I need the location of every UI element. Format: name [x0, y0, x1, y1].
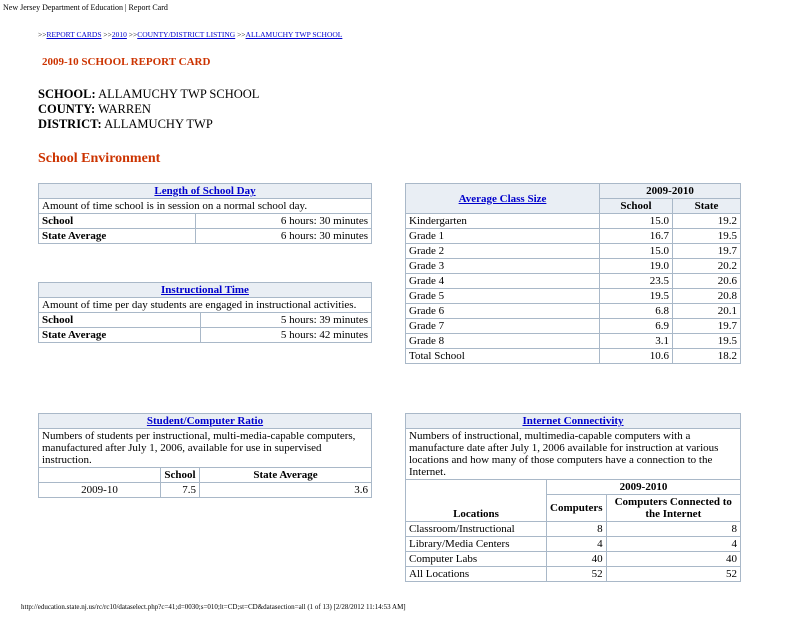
length-school-day-desc: Amount of time school is in session on a normal school day. — [39, 199, 372, 214]
breadcrumb-report-cards[interactable]: REPORT CARDS — [46, 30, 102, 39]
table-row: School 5 hours: 39 minutes — [39, 313, 372, 328]
table-row: State Average 5 hours: 42 minutes — [39, 328, 372, 343]
report-card-title: 2009-10 SCHOOL REPORT CARD — [42, 56, 211, 68]
table-row: Library/Media Centers 4 4 — [406, 537, 741, 552]
table-row: Grade 7 6.9 19.7 — [406, 319, 741, 334]
average-class-size-table: Average Class Size 2009-2010 School State Kindergarten 15.0 19.2 Grade 1 16.7 19.5 Grade 2 15.0 19.7 Grade 3 19.0 20.2 Grade 4 23.5 20.6 Grade 5 19.5 20.8 Grade 6 6.8 20.1 Grade 7 6.9 19.7 Grade 8 3.1 19.5 Total School 10.6 18.2 — [405, 183, 741, 364]
instructional-time-table — [38, 282, 372, 343]
student-computer-ratio-link[interactable]: Student/Computer Ratio — [146, 415, 264, 427]
length-school-day-table — [38, 183, 372, 244]
internet-connectivity-desc: Numbers of instructional, multimedia-capable computers with a manufacture date after July 1, 2006 available for instruction at various locations and how many of those computers have a connection to the Internet. — [406, 429, 741, 480]
table-row: Grade 1 16.7 19.5 — [406, 229, 741, 244]
length-school-day-link[interactable]: Length of School Day — [154, 185, 256, 197]
table-row: 2009-10 7.5 3.6 — [39, 483, 372, 498]
table-row: Classroom/Instructional 8 8 — [406, 522, 741, 537]
student-computer-ratio-desc: Numbers of students per instructional, multi-media-capable computers, manufactured after July 1, 2006, available for use in supervised instruction. — [39, 429, 372, 468]
table-row: Kindergarten 15.0 19.2 — [406, 214, 741, 229]
table-row: Grade 8 3.1 19.5 — [406, 334, 741, 349]
internet-rows — [406, 522, 741, 582]
table-row: Grade 3 19.0 20.2 — [406, 259, 741, 274]
breadcrumb-year[interactable]: 2010 — [111, 30, 127, 39]
table-row: Grade 2 15.0 19.7 — [406, 244, 741, 259]
average-class-size-link[interactable]: Average Class Size — [458, 192, 547, 205]
table-row: State Average 6 hours: 30 minutes — [39, 229, 372, 244]
table-row: Computer Labs 40 40 — [406, 552, 741, 567]
section-title: School Environment — [38, 151, 161, 166]
class-size-rows — [406, 214, 741, 364]
table-row: Grade 4 23.5 20.6 — [406, 274, 741, 289]
county-line: COUNTY: WARREN — [38, 102, 151, 116]
student-computer-ratio-table: Student/Computer Ratio Numbers of students per instructional, multi-media-capable computers, manufactured after July 1, 2006, available for use in supervised instruction. School State Average 2009-10 7.5 3.6 — [38, 413, 372, 498]
breadcrumb-school[interactable]: ALLAMUCHY TWP SCHOOL — [245, 30, 343, 39]
internet-connectivity-link[interactable]: Internet Connectivity — [522, 415, 624, 427]
instructional-time-desc: Amount of time per day students are engaged in instructional activities. — [39, 298, 372, 313]
browser-page-header: New Jersey Department of Education | Report Card — [3, 3, 168, 12]
breadcrumb: >>REPORT CARDS >>2010 >>COUNTY/DISTRICT LISTING >>ALLAMUCHY TWP SCHOOL — [38, 30, 343, 39]
breadcrumb-county-district[interactable]: COUNTY/DISTRICT LISTING — [137, 30, 236, 39]
school-line: SCHOOL: ALLAMUCHY TWP SCHOOL — [38, 87, 260, 101]
page-footer-url: http://education.state.nj.us/rc/rc10/dataselect.php?c=41;d=0030;s=010;lt=CD;st=CD&datasection=all (1 of 13) [2/28/2012 11:14:53 AM] — [21, 603, 406, 611]
district-line: DISTRICT: ALLAMUCHY TWP — [38, 117, 213, 131]
instructional-time-link[interactable]: Instructional Time — [161, 284, 249, 296]
table-row: Grade 5 19.5 20.8 — [406, 289, 741, 304]
table-row: Grade 6 6.8 20.1 — [406, 304, 741, 319]
internet-connectivity-table: Internet Connectivity Numbers of instructional, multimedia-capable computers with a manufacture date after July 1, 2006 available for instruction at various locations and how many of those computers have a connection to the Internet. Locations 2009-2010 Computers Computers Connected to the Internet Classroom/Instructional 8 8 Library/Media Centers 4 4 Computer Labs 40 40 All Locations 52 52 — [405, 413, 741, 582]
school-info — [38, 87, 259, 132]
table-row: All Locations 52 52 — [406, 567, 741, 582]
table-row: Total School 10.6 18.2 — [406, 349, 741, 364]
table-row: School 6 hours: 30 minutes — [39, 214, 372, 229]
